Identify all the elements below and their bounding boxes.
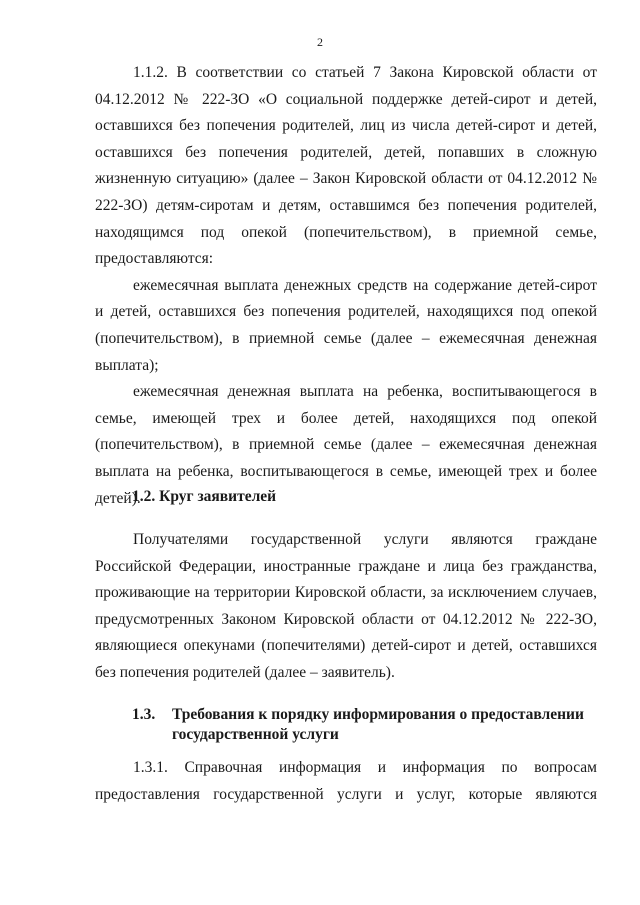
page-number: 2 [317,35,323,49]
paragraph-monthly-payment: ежемесячная выплата денежных средств на содержание детей-сирот и детей, оставшихся без попечения родителей, находящихся под опекой (попечительством), в приемной семье (далее – ежемесячная денежная выплата); [95,276,597,374]
section-1-2-heading: 1.2. Круг заявителей [132,488,277,505]
section-1-3-heading [132,705,597,745]
paragraph-1-3-1: 1.3.1. Справочная информация и информация по вопросам предоставления государственной услуги и услуг, которые являются [95,759,597,803]
paragraph-1-1-2-intro: 1.1.2. В соответствии со статьей 7 Закона Кировской области от 04.12.2012 № 222-ЗО «О социальной поддержке детей-сирот и детей, оставшихся без попечения родителей, лиц из числа детей-сирот и детей, оставшихся без попечения родителей, детей, попавших в сложную жизненную ситуацию» (далее – Закон Кировской области от 04.12.2012 № 222-ЗО) детям-сиротам и детям, оставшимся без попечения родителей, находящимся под опекой (попечительством), в приемной семье, предоставляются: [95,64,597,268]
section-1-1-2 [95,60,597,512]
section-1-3-title-line1: Требования к порядку информирования о предоставлении [172,706,584,723]
section-1-3-1 [95,755,597,808]
section-1-3-number: 1.3. [132,706,156,723]
section-1-3-title-line2: государственной услуги [172,726,339,743]
section-1-2-body [95,527,597,687]
paragraph-monthly-payment-child: ежемесячная денежная выплата на ребенка, воспитывающегося в семье, имеющей трех и более детей, находящихся под опекой (попечительством), в приемной семье (далее – ежемесячная денежная выплата на ребенка, воспитывающегося в семье, имеющей трех и более детей). [95,383,597,507]
paragraph-applicants: Получателями государственной услуги являются граждане Российской Федерации, иностранные граждане и лица без гражданства, проживающие на территории Кировской области, за исключением случаев, предусмотренных Законом Кировской области от 04.12.2012 № 222-ЗО, являющиеся опекунами (попечителями) детей-сирот и детей, оставшихся без попечения родителей (далее – заявитель). [95,531,597,681]
